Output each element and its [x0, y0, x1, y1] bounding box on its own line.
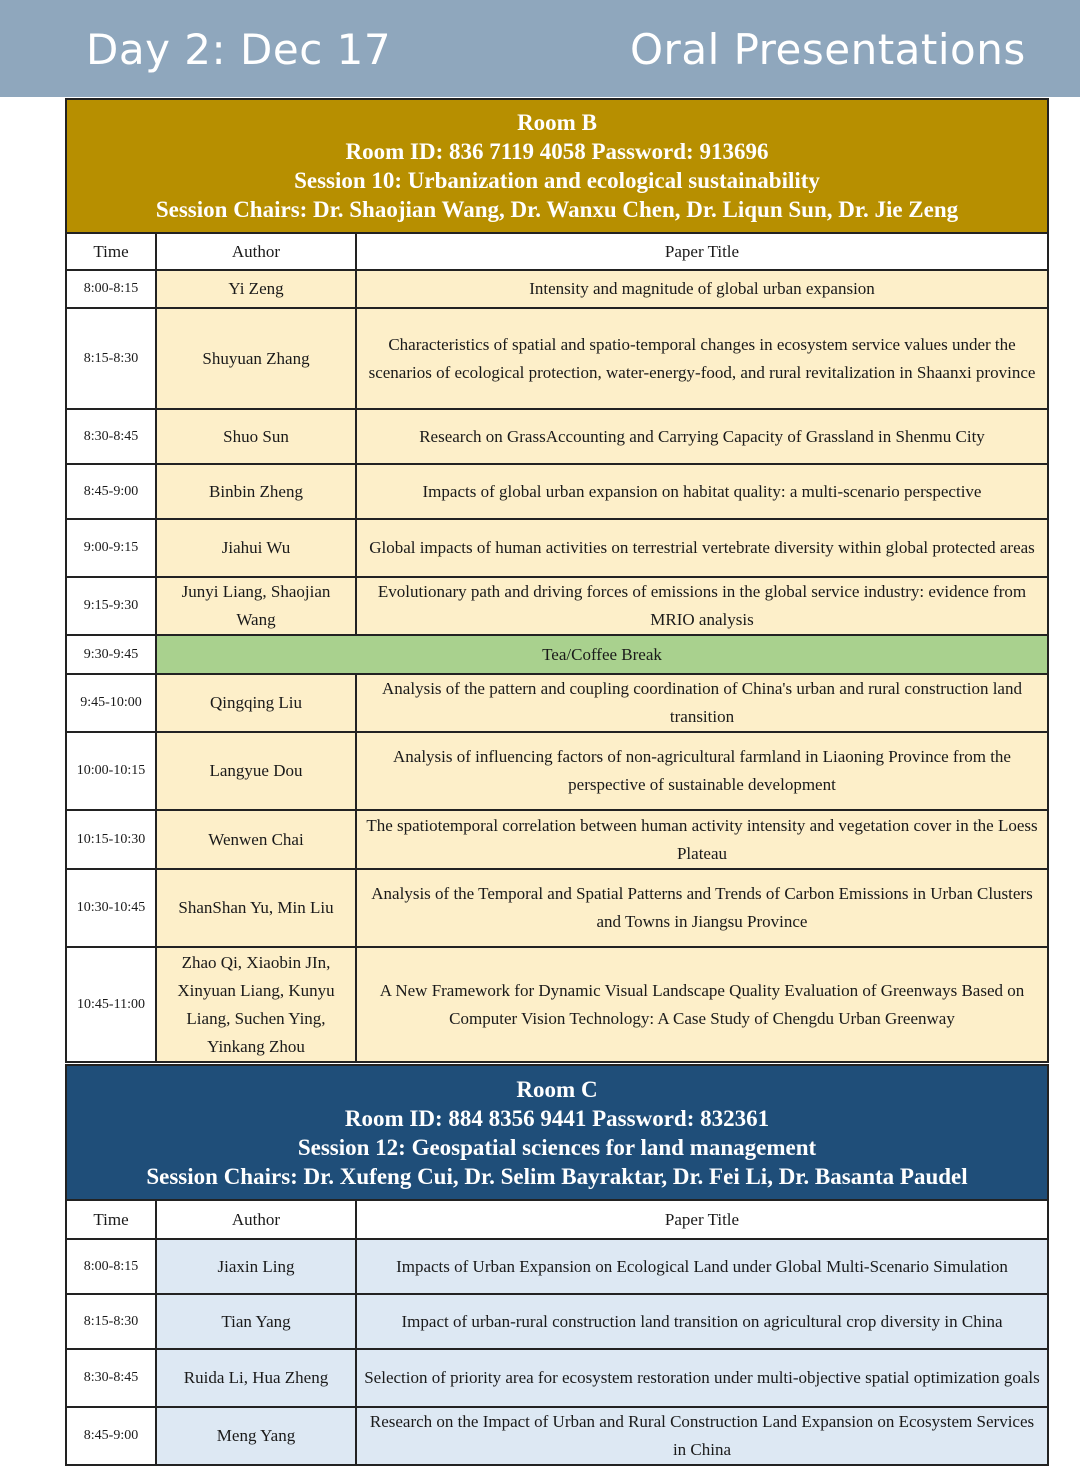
table-row: [66, 810, 1048, 869]
room-b-header: [66, 99, 1048, 233]
column-header-time: Time: [66, 1200, 156, 1239]
page-banner: [0, 0, 1080, 97]
title-cell: Global impacts of human activities on terrestrial vertebrate diversity within global protected areas: [356, 519, 1048, 577]
time-cell: 8:15-8:30: [66, 1294, 156, 1349]
room-name: Room B: [517, 110, 597, 135]
room-id: Room ID: 836 7119 4058 Password: 913696: [345, 139, 769, 164]
author-cell: Jiahui Wu: [156, 519, 356, 577]
table-row: [66, 270, 1048, 308]
author-cell: Tian Yang: [156, 1294, 356, 1349]
time-cell: 8:00-8:15: [66, 270, 156, 308]
time-cell: 8:30-8:45: [66, 1349, 156, 1407]
author-cell: Junyi Liang, Shaojian Wang: [156, 577, 356, 635]
time-cell: 10:00-10:15: [66, 732, 156, 810]
time-cell: 8:30-8:45: [66, 409, 156, 464]
title-cell: Analysis of the pattern and coupling coordination of China's urban and rural construction land transition: [356, 674, 1048, 732]
room-b-schedule: [65, 98, 1049, 1063]
table-row: [66, 674, 1048, 732]
day-label: Day 2: Dec 17: [86, 25, 392, 74]
table-row: [66, 732, 1048, 810]
title-cell: The spatiotemporal correlation between human activity intensity and vegetation cover in the Loess Plateau: [356, 810, 1048, 869]
author-cell: Qingqing Liu: [156, 674, 356, 732]
table-row: [66, 577, 1048, 635]
table-row: [66, 308, 1048, 409]
session-title: Session 10: Urbanization and ecological sustainability: [294, 168, 820, 193]
title-cell: Impacts of global urban expansion on habitat quality: a multi-scenario perspective: [356, 464, 1048, 519]
author-cell: Binbin Zheng: [156, 464, 356, 519]
table-row: [66, 947, 1048, 1062]
room-c-header: [66, 1065, 1048, 1200]
time-cell: 8:00-8:15: [66, 1239, 156, 1294]
time-cell: 9:00-9:15: [66, 519, 156, 577]
title-cell: Evolutionary path and driving forces of emissions in the global service industry: evidence from MRIO analysis: [356, 577, 1048, 635]
room-c-schedule: [65, 1064, 1049, 1466]
time-cell: 10:15-10:30: [66, 810, 156, 869]
title-cell: Intensity and magnitude of global urban expansion: [356, 270, 1048, 308]
banner-title: Oral Presentations: [630, 25, 1026, 74]
time-cell: 8:15-8:30: [66, 308, 156, 409]
session-chairs: Session Chairs: Dr. Xufeng Cui, Dr. Selim Bayraktar, Dr. Fei Li, Dr. Basanta Paudel: [146, 1163, 968, 1189]
author-cell: Yi Zeng: [156, 270, 356, 308]
session-chairs: Session Chairs: Dr. Shaojian Wang, Dr. Wanxu Chen, Dr. Liqun Sun, Dr. Jie Zeng: [155, 197, 959, 222]
table-row: [66, 869, 1048, 947]
author-cell: Ruida Li, Hua Zheng: [156, 1349, 356, 1407]
author-cell: Wenwen Chai: [156, 810, 356, 869]
break-row: [66, 635, 1048, 674]
column-header-time: Time: [66, 233, 156, 270]
table-row: [66, 1349, 1048, 1407]
title-cell: Characteristics of spatial and spatio-temporal changes in ecosystem service values under the scenarios of ecological protection, water-energy-food, and rural revitalization in Shaanxi province: [356, 308, 1048, 409]
table-row: [66, 1294, 1048, 1349]
author-cell: Langyue Dou: [156, 732, 356, 810]
title-cell: Impact of urban-rural construction land transition on agricultural crop diversity in China: [356, 1294, 1048, 1349]
session-title: Session 12: Geospatial sciences for land management: [297, 1134, 817, 1160]
table-row: [66, 409, 1048, 464]
author-cell: Jiaxin Ling: [156, 1239, 356, 1294]
table-row: [66, 519, 1048, 577]
time-cell: 9:45-10:00: [66, 674, 156, 732]
author-cell: Zhao Qi, Xiaobin JIn, Xinyuan Liang, Kunyu Liang, Suchen Ying, Yinkang Zhou: [156, 947, 356, 1062]
time-cell: 8:45-9:00: [66, 1407, 156, 1465]
title-cell: Selection of priority area for ecosystem restoration under multi-objective spatial optimization goals: [356, 1349, 1048, 1407]
room-name: Room C: [516, 1076, 598, 1102]
author-cell: ShanShan Yu, Min Liu: [156, 869, 356, 947]
column-header-author: Author: [156, 1200, 356, 1239]
title-cell: Research on GrassAccounting and Carrying Capacity of Grassland in Shenmu City: [356, 409, 1048, 464]
column-header-title: Paper Title: [356, 233, 1048, 270]
table-row: [66, 1407, 1048, 1465]
table-row: [66, 464, 1048, 519]
room-id: Room ID: 884 8356 9441 Password: 832361: [344, 1105, 770, 1131]
title-cell: Impacts of Urban Expansion on Ecological Land under Global Multi-Scenario Simulation: [356, 1239, 1048, 1294]
break-cell: Tea/Coffee Break: [156, 635, 1048, 674]
title-cell: Analysis of the Temporal and Spatial Patterns and Trends of Carbon Emissions in Urban Clusters and Towns in Jiangsu Province: [356, 869, 1048, 947]
author-cell: Shuo Sun: [156, 409, 356, 464]
title-cell: Analysis of influencing factors of non-agricultural farmland in Liaoning Province from the perspective of sustainable development: [356, 732, 1048, 810]
time-cell: 9:15-9:30: [66, 577, 156, 635]
table-row: [66, 1239, 1048, 1294]
time-cell: 10:30-10:45: [66, 869, 156, 947]
title-cell: A New Framework for Dynamic Visual Landscape Quality Evaluation of Greenways Based on Computer Vision Technology: A Case Study of Chengdu Urban Greenway: [356, 947, 1048, 1062]
time-cell: 8:45-9:00: [66, 464, 156, 519]
time-cell: 10:45-11:00: [66, 947, 156, 1062]
time-cell: 9:30-9:45: [66, 635, 156, 674]
column-header-author: Author: [156, 233, 356, 270]
author-cell: Meng Yang: [156, 1407, 356, 1465]
title-cell: Research on the Impact of Urban and Rural Construction Land Expansion on Ecosystem Services in China: [356, 1407, 1048, 1465]
column-header-title: Paper Title: [356, 1200, 1048, 1239]
author-cell: Shuyuan Zhang: [156, 308, 356, 409]
